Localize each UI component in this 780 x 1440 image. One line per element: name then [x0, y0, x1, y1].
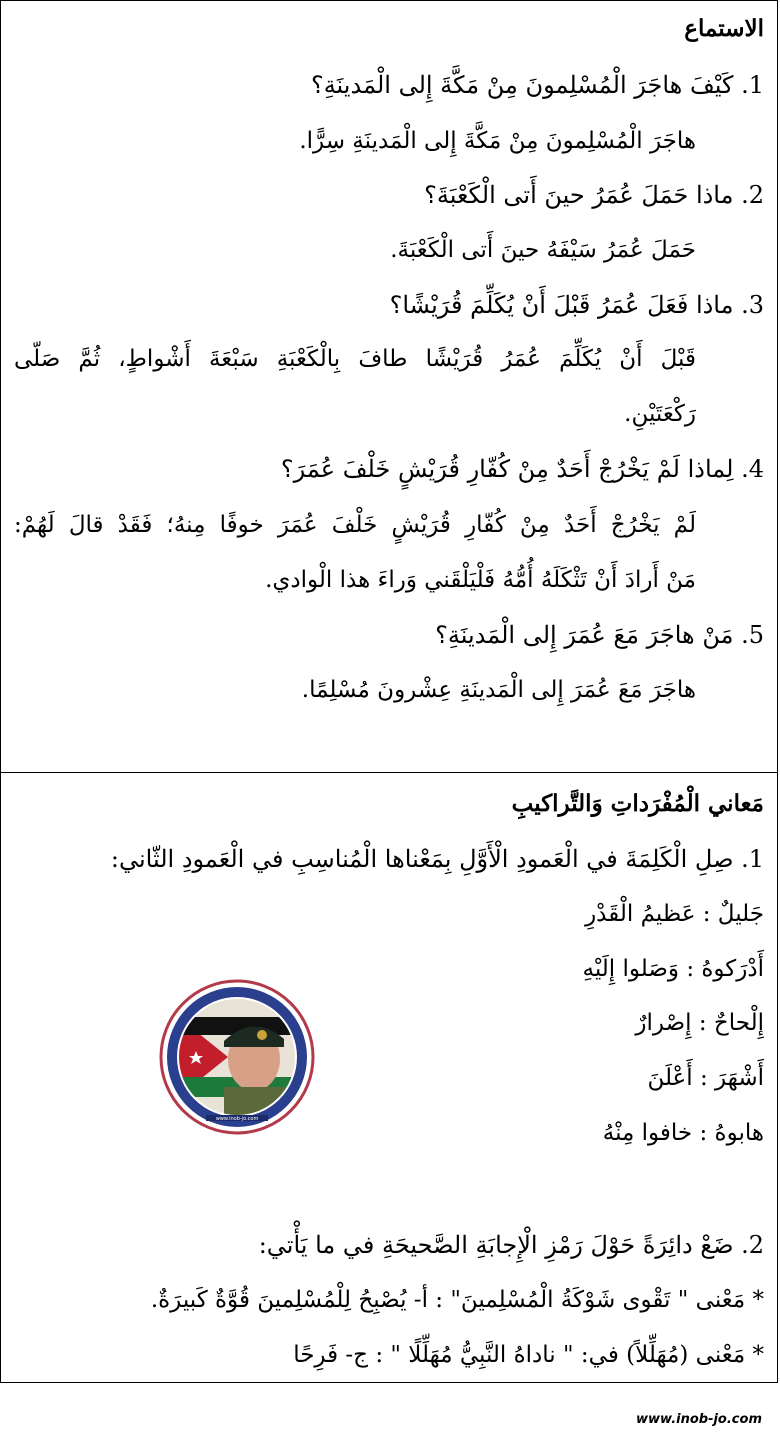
pair-5: هابوهُ : خافوا مِنْهُ — [602, 1120, 764, 1146]
instruction-2: 2. ضَعْ دائِرَةً حَوْلَ رَمْزِ الْإِجابَةِ الصَّحيحَةِ في ما يَأْتي: — [258, 1231, 764, 1259]
answer-5: هاجَرَ مَعَ عُمَرَ إِلى الْمَدينَةِ عِشْرونَ مُسْلِمًا. — [301, 677, 696, 703]
pair-3: إِلْحاحٌ : إِصْرارٌ — [635, 1010, 764, 1036]
seal-text: www.inob-jo.com — [215, 1116, 259, 1122]
question-1: 1. كَيْفَ هاجَرَ الْمُسْلِمونَ مِنْ مَكَّةَ إِلى الْمَدينَةِ؟ — [310, 71, 764, 99]
answer-4-line-2: مَنْ أَرادَ أَنْ تَثْكَلَهُ أُمُّهُ فَلْيَلْقَني وَراءَ هذا الْوادي. — [265, 567, 696, 593]
pair-2: أَدْرَكوهُ : وَصَلوا إِلَيْهِ — [582, 956, 764, 982]
section-title-listening: الاستماع — [684, 15, 764, 42]
question-3: 3. ماذا فَعَلَ عُمَرُ قَبْلَ أَنْ يُكَلِّمَ قُرَيْشًا؟ — [389, 291, 764, 319]
section-title-vocabulary: مَعاني الْمُفْرَداتِ وَالتَّراكيبِ — [511, 790, 764, 817]
answer-3-line-1: قَبْلَ أَنْ يُكَلِّمَ عُمَرُ قُرَيْشًا طافَ بِالْكَعْبَةِ سَبْعَةَ أَشْواطٍ، ثُمَّ صَلّى — [14, 346, 696, 372]
instruction-1: 1. صِلِ الْكَلِمَةَ في الْعَمودِ الْأَوَّلِ بِمَعْناها الْمُناسِبِ في الْعَمودِ الثّاني: — [110, 845, 764, 873]
answer-1: هاجَرَ الْمُسْلِمونَ مِنْ مَكَّةَ إِلى الْمَدينَةِ سِرًّا. — [299, 128, 696, 154]
pair-1: جَليلٌ : عَظيمُ الْقَدْرِ — [585, 901, 764, 927]
vocabulary-section — [0, 773, 778, 1383]
choice-item-2: * مَعْنى (مُهَلِّلاً) في: " ناداهُ النَّبِيُّ مُهَلِّلًا " : ج- فَرِحًا — [293, 1342, 764, 1368]
pair-4: أَشْهَرَ : أَعْلَنَ — [647, 1065, 764, 1091]
question-4: 4. لِماذا لَمْ يَخْرُجْ أَحَدٌ مِنْ كُفّارِ قُرَيْشٍ خَلْفَ عُمَرَ؟ — [280, 455, 764, 483]
answer-3-line-2: رَكْعَتَيْنِ. — [624, 401, 696, 427]
answer-2: حَمَلَ عُمَرُ سَيْفَهُ حينَ أَتى الْكَعْبَةَ. — [390, 237, 696, 263]
question-2: 2. ماذا حَمَلَ عُمَرُ حينَ أَتى الْكَعْبَةَ؟ — [424, 181, 764, 209]
royal-seal-logo — [158, 977, 316, 1145]
footer-url[interactable]: www.inob-jo.com — [636, 1412, 762, 1427]
question-5: 5. مَنْ هاجَرَ مَعَ عُمَرَ إِلى الْمَدينَةِ؟ — [435, 621, 764, 649]
choice-item-1: * مَعْنى " تَقْوى شَوْكَةُ الْمُسْلِمينَ" : أ- يُصْبِحُ لِلْمُسْلِمينَ قُوَّةٌ كَبيرَةٌ. — [150, 1287, 764, 1313]
answer-4-line-1: لَمْ يَخْرُجْ أَحَدٌ مِنْ كُفّارِ قُرَيْشٍ خَلْفَ عُمَرَ خوفًا مِنهُ؛ فَقَدْ قالَ لَهُمْ: — [14, 512, 696, 538]
